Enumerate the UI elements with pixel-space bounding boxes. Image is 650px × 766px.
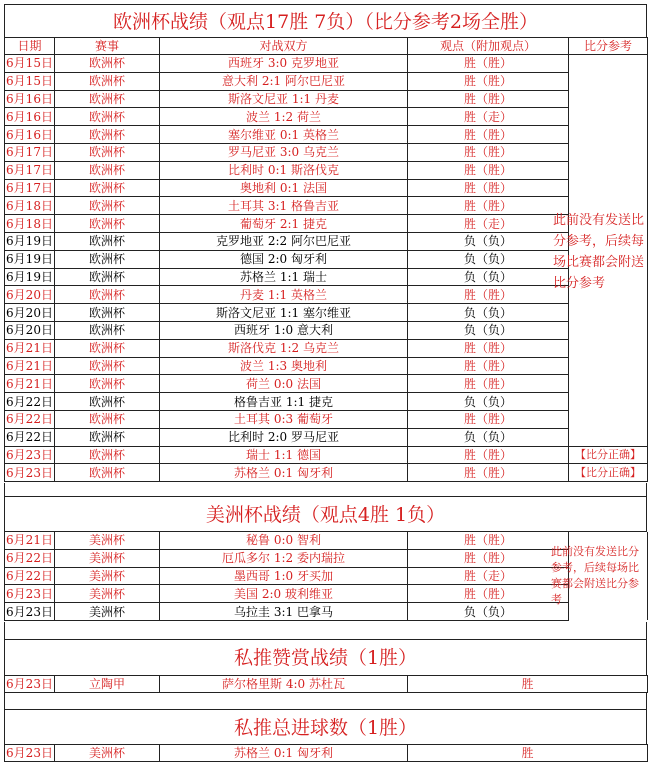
row-date: 6月18日 bbox=[6, 198, 53, 213]
row-event: 欧洲杯 bbox=[55, 179, 160, 197]
row-event: 欧洲杯 bbox=[55, 161, 160, 179]
table-row bbox=[5, 90, 648, 108]
row-match: 荷兰 0:0 法国 bbox=[160, 375, 408, 393]
row-view: 胜（胜） bbox=[408, 286, 569, 304]
row-match: 波兰 1:2 荷兰 bbox=[160, 108, 408, 126]
row-match: 斯洛文尼亚 1:1 塞尔维亚 bbox=[160, 304, 408, 322]
row-score bbox=[569, 179, 648, 197]
table-row bbox=[5, 215, 648, 233]
row-event: 欧洲杯 bbox=[55, 446, 160, 464]
row-date: 6月23日 bbox=[6, 447, 53, 462]
row-date: 6月21日 bbox=[6, 376, 53, 391]
table-row bbox=[5, 55, 648, 73]
row-event: 欧洲杯 bbox=[55, 339, 160, 357]
table-row bbox=[5, 179, 648, 197]
america-note: 此前没有发送比分参考，后续每场比赛都会附送比分参考 bbox=[551, 545, 639, 606]
row-match: 秘鲁 0:0 智利 bbox=[160, 532, 408, 550]
row-match: 厄瓜多尔 1:2 委内瑞拉 bbox=[160, 549, 408, 567]
row-match: 比利时 0:1 斯洛伐克 bbox=[160, 161, 408, 179]
row-event: 欧洲杯 bbox=[55, 108, 160, 126]
row-date: 6月19日 bbox=[6, 269, 53, 284]
table-row bbox=[5, 339, 648, 357]
row-view: 负（负） bbox=[408, 603, 569, 621]
row-match: 斯洛文尼亚 1:1 丹麦 bbox=[160, 90, 408, 108]
row-score bbox=[569, 55, 648, 73]
row-view: 胜（胜） bbox=[408, 410, 569, 428]
row-event: 美洲杯 bbox=[55, 567, 160, 585]
row-date: 6月22日 bbox=[6, 394, 53, 409]
row-event: 欧洲杯 bbox=[55, 197, 160, 215]
row-match: 意大利 2:1 阿尔巴尼亚 bbox=[160, 72, 408, 90]
row-event: 欧洲杯 bbox=[55, 72, 160, 90]
row-date: 6月16日 bbox=[6, 127, 53, 142]
row-view: 胜（胜） bbox=[408, 549, 569, 567]
row-view: 负（负） bbox=[408, 250, 569, 268]
row-event: 美洲杯 bbox=[55, 549, 160, 567]
private-tip-title: 私推赞赏战绩（1胜） bbox=[4, 639, 647, 676]
row-date: 6月23日 bbox=[6, 465, 53, 480]
euro-title: 欧洲杯战绩（观点17胜 7负）（比分参考2场全胜） bbox=[4, 4, 647, 38]
row-date: 6月22日 bbox=[6, 430, 53, 445]
table-row bbox=[5, 676, 648, 693]
row-score bbox=[569, 143, 648, 161]
row-score bbox=[569, 90, 648, 108]
row-view: 胜（胜） bbox=[408, 464, 569, 482]
row-match: 土耳其 3:1 格鲁吉亚 bbox=[160, 197, 408, 215]
row-match: 乌拉圭 3:1 巴拿马 bbox=[160, 603, 408, 621]
row-date: 6月22日 bbox=[6, 568, 53, 583]
row-event: 欧洲杯 bbox=[55, 55, 160, 73]
row-date: 6月23日 bbox=[6, 746, 53, 760]
row-match: 塞尔维亚 0:1 英格兰 bbox=[160, 126, 408, 144]
row-event: 欧洲杯 bbox=[55, 393, 160, 411]
row-view: 胜（走） bbox=[408, 108, 569, 126]
row-date: 6月23日 bbox=[6, 677, 53, 691]
row-match: 苏格兰 0:1 匈牙利 bbox=[160, 745, 408, 762]
row-event: 欧洲杯 bbox=[55, 215, 160, 233]
table-row bbox=[5, 321, 648, 339]
section-gap bbox=[4, 693, 647, 710]
table-row bbox=[5, 232, 648, 250]
row-view: 胜（胜） bbox=[408, 357, 569, 375]
row-event: 欧洲杯 bbox=[55, 410, 160, 428]
row-event: 美洲杯 bbox=[55, 532, 160, 550]
row-match: 墨西哥 1:0 牙买加 bbox=[160, 567, 408, 585]
row-event: 欧洲杯 bbox=[55, 90, 160, 108]
euro-table bbox=[4, 37, 648, 482]
table-row bbox=[5, 126, 648, 144]
row-date: 6月22日 bbox=[6, 412, 53, 427]
row-date: 6月15日 bbox=[6, 56, 53, 71]
row-date: 6月21日 bbox=[6, 341, 53, 356]
row-event: 欧洲杯 bbox=[55, 126, 160, 144]
table-row bbox=[5, 72, 648, 90]
row-match: 美国 2:0 玻利维亚 bbox=[160, 585, 408, 603]
row-view: 负（负） bbox=[408, 304, 569, 322]
row-view: 胜（胜） bbox=[408, 179, 569, 197]
row-match: 罗马尼亚 3:0 乌克兰 bbox=[160, 143, 408, 161]
row-view: 负（负） bbox=[408, 428, 569, 446]
row-date: 6月23日 bbox=[6, 586, 53, 601]
row-match: 波兰 1:3 奥地利 bbox=[160, 357, 408, 375]
row-match: 苏格兰 1:1 瑞士 bbox=[160, 268, 408, 286]
row-view: 负（负） bbox=[408, 393, 569, 411]
row-view: 负（负） bbox=[408, 321, 569, 339]
row-match: 葡萄牙 2:1 捷克 bbox=[160, 215, 408, 233]
table-row bbox=[5, 286, 648, 304]
row-match: 瑞士 1:1 德国 bbox=[160, 446, 408, 464]
row-view: 胜（胜） bbox=[408, 90, 569, 108]
row-score bbox=[569, 357, 648, 375]
row-view: 胜 bbox=[408, 745, 648, 762]
row-date: 6月19日 bbox=[6, 234, 53, 249]
row-score bbox=[569, 410, 648, 428]
table-row bbox=[5, 197, 648, 215]
row-event: 欧洲杯 bbox=[55, 232, 160, 250]
row-date: 6月22日 bbox=[6, 551, 53, 566]
row-event: 欧洲杯 bbox=[55, 268, 160, 286]
row-score bbox=[569, 339, 648, 357]
row-date: 6月16日 bbox=[6, 91, 53, 106]
table-row bbox=[5, 250, 648, 268]
row-view: 胜（走） bbox=[408, 567, 569, 585]
section-gap bbox=[4, 483, 647, 497]
row-date: 6月20日 bbox=[6, 287, 53, 302]
table-row bbox=[5, 143, 648, 161]
header-match: 对战双方 bbox=[160, 38, 408, 55]
row-score: 【比分正确】 bbox=[569, 464, 648, 482]
row-view: 胜（胜） bbox=[408, 72, 569, 90]
row-match: 西班牙 3:0 克罗地亚 bbox=[160, 55, 408, 73]
row-event: 欧洲杯 bbox=[55, 250, 160, 268]
row-view: 胜（胜） bbox=[408, 55, 569, 73]
header-event: 赛事 bbox=[55, 38, 160, 55]
row-match: 斯洛伐克 1:2 乌克兰 bbox=[160, 339, 408, 357]
row-score bbox=[569, 108, 648, 126]
table-row bbox=[5, 745, 648, 762]
row-view: 胜（胜） bbox=[408, 126, 569, 144]
table-row bbox=[5, 393, 648, 411]
row-date: 6月21日 bbox=[6, 358, 53, 373]
table-row bbox=[5, 108, 648, 126]
row-event: 欧洲杯 bbox=[55, 143, 160, 161]
row-score: 【比分正确】 bbox=[569, 446, 648, 464]
header-view: 观点（附加观点） bbox=[408, 38, 569, 55]
row-date: 6月23日 bbox=[6, 604, 53, 619]
row-date: 6月16日 bbox=[6, 109, 53, 124]
row-event: 欧洲杯 bbox=[55, 464, 160, 482]
row-view: 胜（胜） bbox=[408, 161, 569, 179]
row-date: 6月19日 bbox=[6, 252, 53, 267]
row-score bbox=[569, 72, 648, 90]
row-score bbox=[569, 126, 648, 144]
row-event: 美洲杯 bbox=[55, 603, 160, 621]
row-event: 美洲杯 bbox=[55, 585, 160, 603]
row-view: 胜 bbox=[408, 676, 648, 693]
row-match: 奥地利 0:1 法国 bbox=[160, 179, 408, 197]
table-row bbox=[5, 464, 648, 482]
section-gap bbox=[4, 622, 647, 640]
euro-header-row bbox=[5, 38, 648, 55]
row-score bbox=[569, 393, 648, 411]
table-row bbox=[5, 161, 648, 179]
row-match: 丹麦 1:1 英格兰 bbox=[160, 286, 408, 304]
table-row bbox=[5, 375, 648, 393]
row-match: 比利时 2:0 罗马尼亚 bbox=[160, 428, 408, 446]
row-match: 格鲁吉亚 1:1 捷克 bbox=[160, 393, 408, 411]
america-title: 美洲杯战绩（观点4胜 1负） bbox=[4, 496, 647, 532]
row-event: 立陶甲 bbox=[55, 676, 160, 693]
row-date: 6月21日 bbox=[6, 533, 53, 548]
row-view: 胜（走） bbox=[408, 215, 569, 233]
row-match: 德国 2:0 匈牙利 bbox=[160, 250, 408, 268]
row-event: 欧洲杯 bbox=[55, 321, 160, 339]
private-tip-table bbox=[4, 675, 648, 693]
row-view: 胜（胜） bbox=[408, 143, 569, 161]
euro-note: 此前没有发送比分参考，后续每场比赛都会附送比分参考 bbox=[553, 213, 645, 291]
row-match: 苏格兰 0:1 匈牙利 bbox=[160, 464, 408, 482]
table-row bbox=[5, 446, 648, 464]
row-score bbox=[569, 304, 648, 322]
row-view: 胜（胜） bbox=[408, 585, 569, 603]
row-view: 胜（胜） bbox=[408, 532, 569, 550]
row-view: 胜（胜） bbox=[408, 197, 569, 215]
row-view: 负（负） bbox=[408, 232, 569, 250]
row-score bbox=[569, 321, 648, 339]
row-event: 欧洲杯 bbox=[55, 304, 160, 322]
table-row bbox=[5, 410, 648, 428]
row-date: 6月17日 bbox=[6, 180, 53, 195]
row-event: 欧洲杯 bbox=[55, 375, 160, 393]
row-match: 克罗地亚 2:2 阿尔巴尼亚 bbox=[160, 232, 408, 250]
row-event: 欧洲杯 bbox=[55, 428, 160, 446]
row-event: 欧洲杯 bbox=[55, 286, 160, 304]
row-match: 西班牙 1:0 意大利 bbox=[160, 321, 408, 339]
row-score bbox=[569, 375, 648, 393]
row-view: 负（负） bbox=[408, 268, 569, 286]
row-date: 6月15日 bbox=[6, 74, 53, 89]
table-row bbox=[5, 357, 648, 375]
private-goals-table bbox=[4, 744, 648, 762]
row-view: 胜（胜） bbox=[408, 375, 569, 393]
row-date: 6月18日 bbox=[6, 216, 53, 231]
row-date: 6月17日 bbox=[6, 163, 53, 178]
row-date: 6月17日 bbox=[6, 145, 53, 160]
row-score bbox=[569, 428, 648, 446]
row-event: 欧洲杯 bbox=[55, 357, 160, 375]
table-row bbox=[5, 428, 648, 446]
row-view: 胜（胜） bbox=[408, 339, 569, 357]
row-score bbox=[569, 161, 648, 179]
table-row bbox=[5, 268, 648, 286]
header-date: 日期 bbox=[5, 38, 55, 55]
row-date: 6月20日 bbox=[6, 305, 53, 320]
row-match: 萨尔格里斯 4:0 苏杜瓦 bbox=[160, 676, 408, 693]
table-row bbox=[5, 304, 648, 322]
private-goals-title: 私推总进球数（1胜） bbox=[4, 709, 647, 745]
row-view: 胜（胜） bbox=[408, 446, 569, 464]
row-match: 土耳其 0:3 葡萄牙 bbox=[160, 410, 408, 428]
row-event: 美洲杯 bbox=[55, 745, 160, 762]
header-score: 比分参考 bbox=[569, 38, 648, 55]
row-date: 6月20日 bbox=[6, 323, 53, 338]
